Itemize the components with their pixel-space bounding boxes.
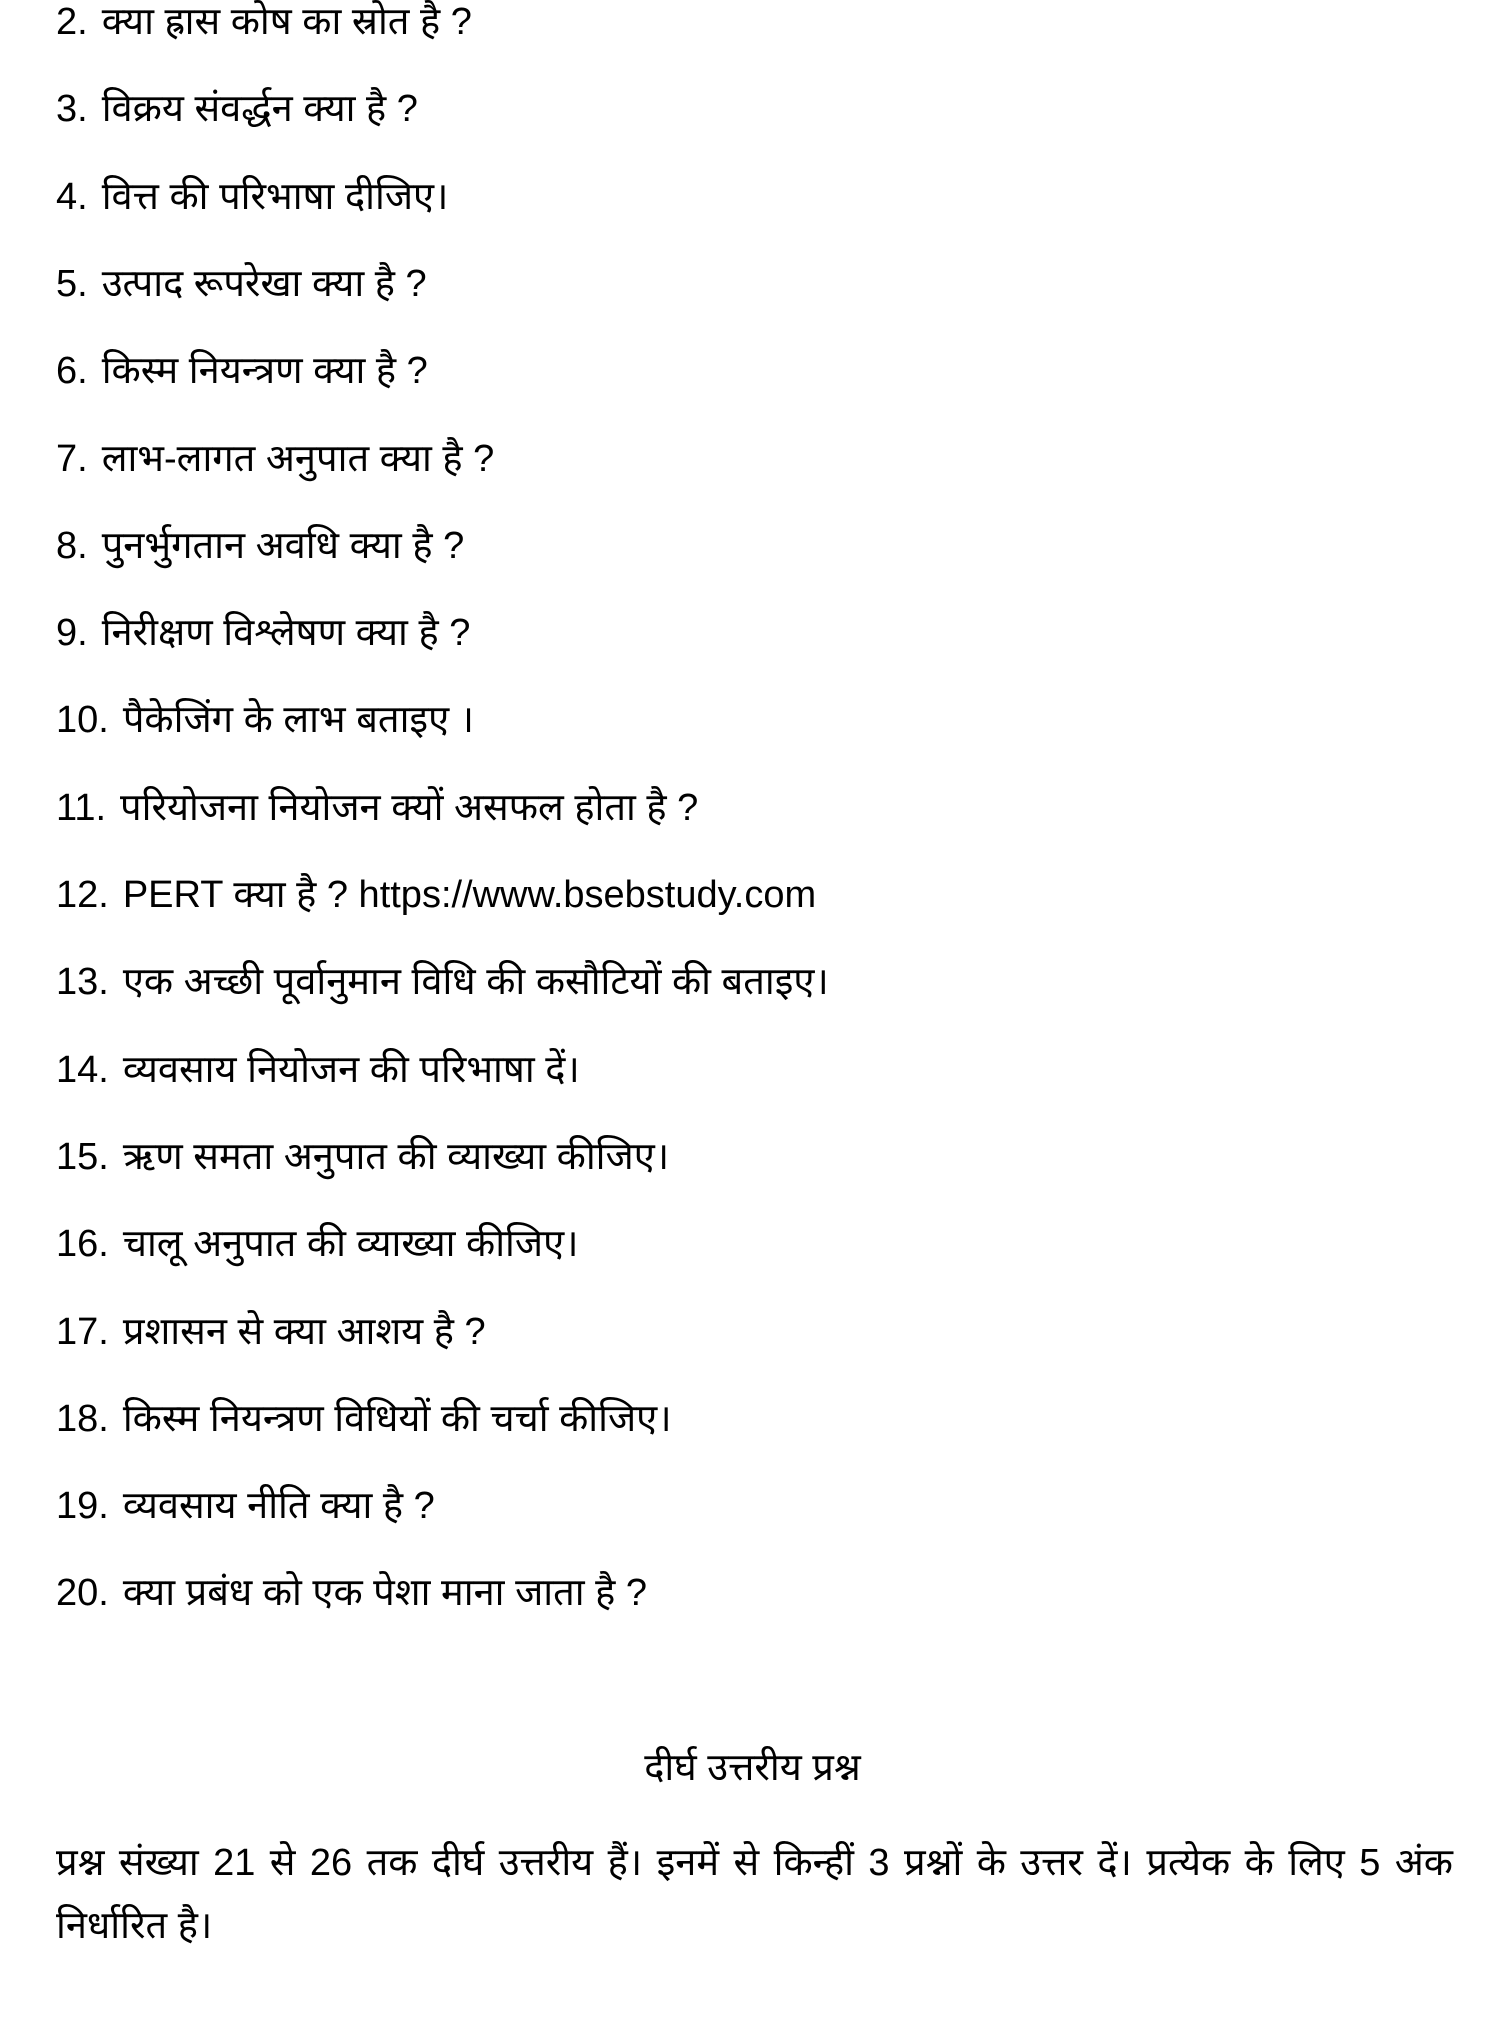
question-number: 12.	[56, 874, 109, 916]
question-number: 19.	[56, 1485, 109, 1528]
question-number: 11.	[56, 786, 107, 829]
question-text: एक अच्छी पूर्वानुमान विधि की कसौटियों की बताइए।	[122, 961, 829, 1004]
question-item	[56, 959, 829, 1005]
question-number: 20.	[56, 1572, 109, 1615]
question-item	[56, 1047, 580, 1093]
question-text: किस्म नियन्त्रण क्या है ?	[101, 350, 428, 393]
question-text: PERT क्या है ? https://www.bsebstudy.com	[122, 874, 817, 916]
question-item	[56, 1309, 486, 1355]
question-number: 16.	[56, 1223, 109, 1266]
question-item	[56, 697, 474, 743]
question-text: वित्त की परिभाषा दीजिए।	[101, 175, 449, 218]
question-text: व्यवसाय नीति क्या है ?	[122, 1485, 435, 1528]
question-number: 15.	[56, 1135, 109, 1178]
question-item	[56, 1570, 647, 1616]
question-number: 10.	[56, 699, 109, 742]
question-number: 5.	[56, 262, 88, 305]
question-text: क्या ह्रास कोष का स्रोत है ?	[101, 1, 472, 43]
question-item	[56, 523, 464, 569]
question-item	[56, 86, 418, 132]
question-text: विक्रय संवर्द्धन क्या है ?	[101, 88, 418, 131]
question-number: 9.	[56, 612, 88, 655]
question-text: प्रशासन से क्या आशय है ?	[122, 1310, 486, 1353]
question-item	[56, 785, 698, 831]
question-number: 17.	[56, 1310, 109, 1353]
section-heading: दीर्घ उत्तरीय प्रश्न	[644, 1747, 861, 1789]
question-text: क्या प्रबंध को एक पेशा माना जाता है ?	[122, 1572, 648, 1615]
question-item	[56, 348, 428, 394]
question-text: पैकेजिंग के लाभ बताइए ।	[122, 699, 475, 742]
question-number: 7.	[56, 437, 88, 480]
question-item	[56, 1396, 672, 1442]
question-number: 4.	[56, 175, 88, 218]
question-number: 6.	[56, 350, 88, 393]
question-text: निरीक्षण विश्लेषण क्या है ?	[101, 612, 471, 655]
question-number: 2.	[56, 1, 88, 43]
question-text: पुनर्भुगतान अवधि क्या है ?	[101, 524, 465, 567]
question-item	[56, 610, 470, 656]
question-item	[56, 1221, 579, 1267]
question-text: लाभ-लागत अनुपात क्या है ?	[101, 437, 495, 480]
question-text: व्यवसाय नियोजन की परिभाषा दें।	[122, 1048, 580, 1091]
question-number: 14.	[56, 1048, 109, 1091]
question-text: परियोजना नियोजन क्यों असफल होता है ?	[120, 786, 699, 829]
question-item	[56, 1483, 435, 1529]
question-number: 3.	[56, 88, 88, 131]
question-item	[56, 872, 816, 918]
question-text: चालू अनुपात की व्याख्या कीजिए।	[122, 1223, 579, 1266]
question-text: उत्पाद रूपरेखा क्या है ?	[101, 262, 427, 305]
section-instructions: प्रश्न संख्या 21 से 26 तक दीर्घ उत्तरीय हैं। इनमें से किन्हीं 3 प्रश्नों के उत्तर दें। प्रत्येक के लिए 5 अंक निर्धारित है।	[56, 1842, 1453, 1947]
question-text: किस्म नियन्त्रण विधियों की चर्चा कीजिए।	[122, 1397, 672, 1440]
question-number: 8.	[56, 524, 88, 567]
question-item	[56, 0, 472, 45]
question-number: 13.	[56, 961, 109, 1004]
question-item	[56, 436, 494, 482]
question-number: 18.	[56, 1397, 109, 1440]
question-item	[56, 174, 448, 220]
question-item	[56, 1134, 669, 1180]
question-text: ऋण समता अनुपात की व्याख्या कीजिए।	[122, 1135, 670, 1178]
question-item	[56, 261, 427, 307]
